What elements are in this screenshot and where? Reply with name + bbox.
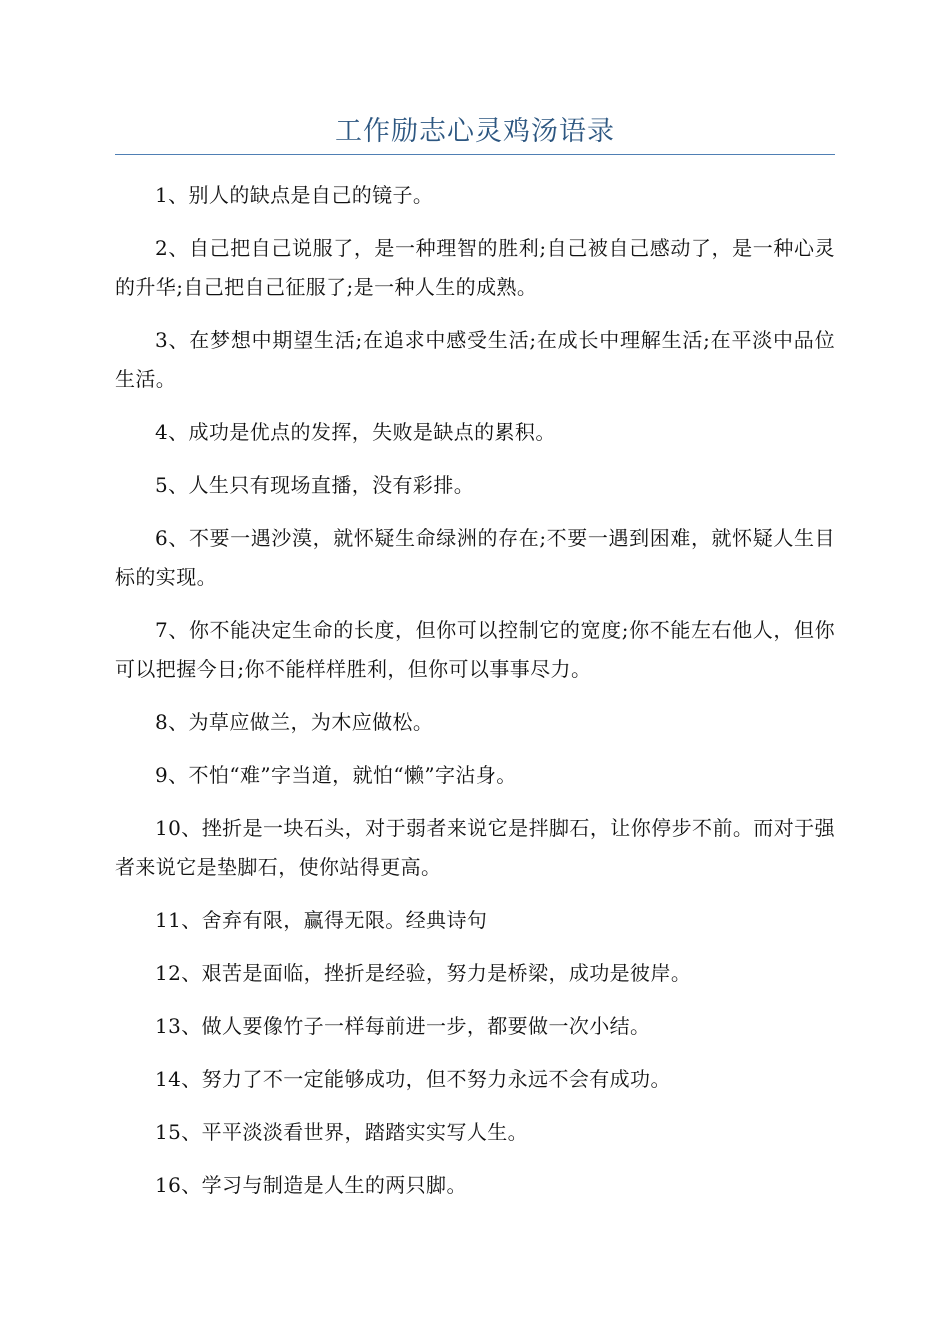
paragraph-4: 4、成功是优点的发挥，失败是缺点的累积。 — [155, 420, 556, 444]
paragraph-7: 7、你不能决定生命的长度，但你可以控制它的宽度;你不能左右他人，但你可以把握今日;你不能样样胜利，但你可以事事尽力。 — [115, 618, 835, 681]
paragraph-14: 14、努力了不一定能够成功，但不努力永远不会有成功。 — [155, 1067, 671, 1091]
paragraph-3: 3、在梦想中期望生活;在追求中感受生活;在成长中理解生活;在平淡中品位生活。 — [115, 328, 835, 391]
paragraph-5: 5、人生只有现场直播，没有彩排。 — [155, 473, 475, 497]
paragraph-1: 1、别人的缺点是自己的镜子。 — [155, 183, 434, 207]
paragraph-6: 6、不要一遇沙漠，就怀疑生命绿洲的存在;不要一遇到困难，就怀疑人生目标的实现。 — [115, 526, 835, 589]
paragraph-8: 8、为草应做兰，为木应做松。 — [155, 710, 434, 734]
title-underline — [115, 154, 835, 155]
paragraph-12: 12、艰苦是面临，挫折是经验，努力是桥梁，成功是彼岸。 — [155, 961, 692, 985]
paragraph-15: 15、平平淡淡看世界，踏踏实实写人生。 — [155, 1120, 529, 1144]
paragraph-9: 9、不怕“难”字当道，就怕“懒”字沾身。 — [155, 763, 517, 787]
paragraph-16: 16、学习与制造是人生的两只脚。 — [155, 1173, 467, 1197]
paragraph-13: 13、做人要像竹子一样每前进一步，都要做一次小结。 — [155, 1014, 651, 1038]
paragraph-10: 10、挫折是一块石头，对于弱者来说它是拌脚石，让你停步不前。而对于强者来说它是垫脚石，使你站得更高。 — [115, 816, 835, 879]
document-body — [115, 176, 835, 1219]
paragraph-11: 11、舍弃有限，赢得无限。经典诗句 — [155, 908, 488, 932]
document-title: 工作励志心灵鸡汤语录 — [335, 116, 615, 147]
paragraph-2: 2、自己把自己说服了，是一种理智的胜利;自己被自己感动了，是一种心灵的升华;自己把自己征服了;是一种人生的成熟。 — [115, 236, 835, 299]
